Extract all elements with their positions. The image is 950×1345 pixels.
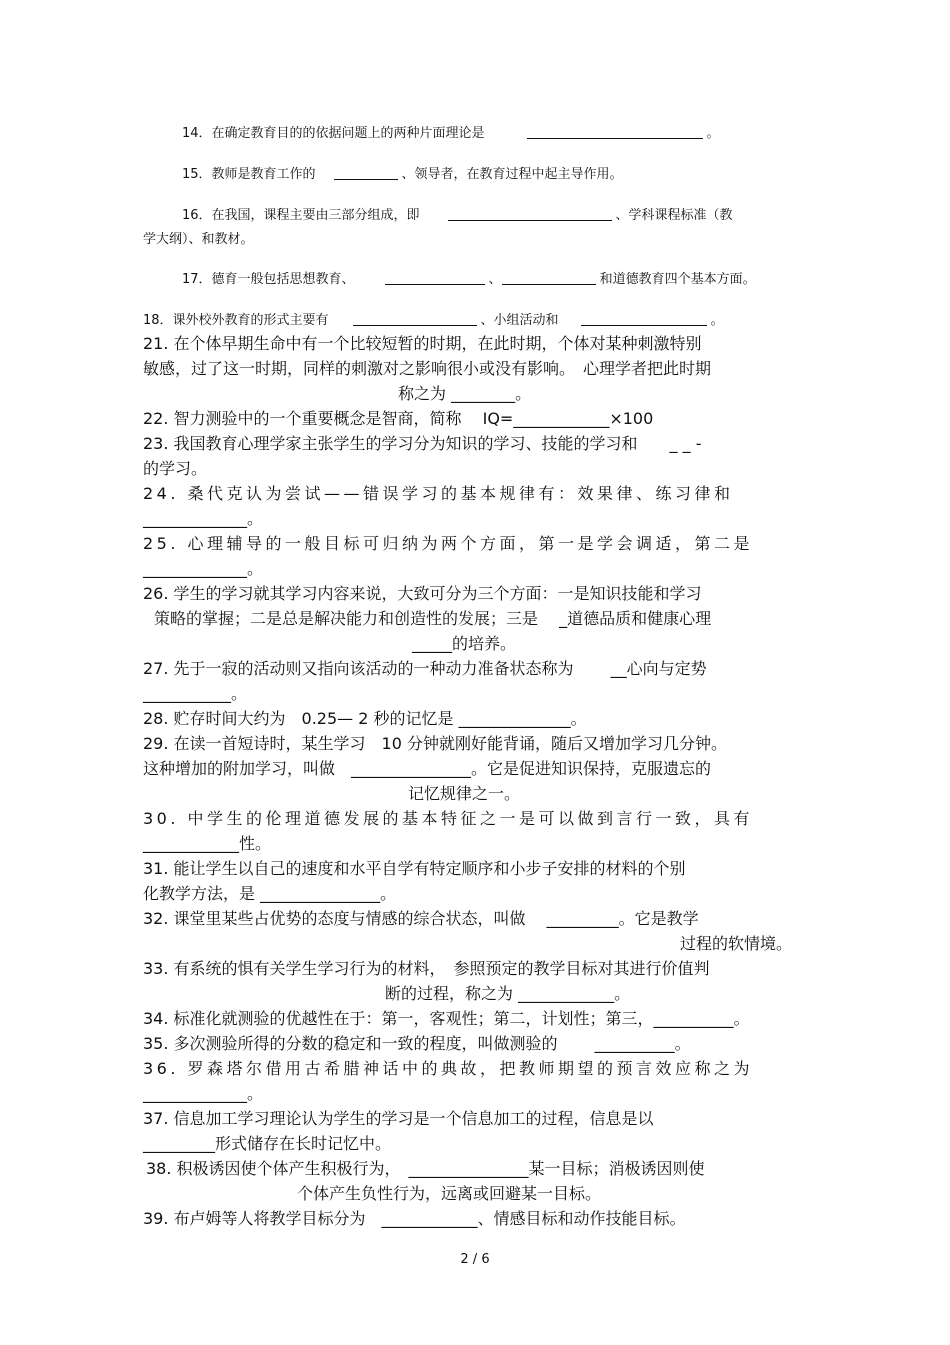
question-14: 14．在确定教育目的的依据问题上的两种片面理论是 。 bbox=[182, 126, 720, 141]
question-32-cont: 过程的软情境。 bbox=[680, 934, 793, 953]
question-27-cont: ___________。 bbox=[143, 684, 248, 703]
question-25-cont: _____________。 bbox=[143, 559, 264, 578]
page-number: 2 / 6 bbox=[460, 1252, 490, 1267]
question-21: 21. 在个体早期生命中有一个比较短暂的时期，在此时期，个体对某种刺激特别 bbox=[143, 334, 702, 353]
question-24-cont: _____________。 bbox=[143, 509, 264, 528]
question-26-cont: _____的培养。 bbox=[412, 634, 517, 653]
question-29-cont: 这种增加的附加学习，叫做 _______________。它是促进知识保持，克服遗忘的 bbox=[143, 759, 712, 778]
answer-blank bbox=[581, 324, 707, 326]
question-23: 23. 我国教育心理学家主张学生的学习分为知识的学习、技能的学习和 _ _ - bbox=[143, 434, 702, 453]
answer-blank bbox=[334, 178, 398, 180]
question-29-cont: 记忆规律之一。 bbox=[408, 784, 521, 803]
answer-blank bbox=[385, 283, 485, 285]
question-28: 28. 贮存时间大约为 0.25— 2 秒的记忆是 ______________。 bbox=[143, 709, 587, 728]
question-18: 18．课外校外教育的形式主要有 、小组活动和 。 bbox=[143, 313, 724, 328]
question-32: 32. 课堂里某些占优势的态度与情感的综合状态，叫做 _________。它是教学 bbox=[143, 909, 699, 928]
question-33-cont: 断的过程，称之为 ____________。 bbox=[385, 984, 631, 1003]
question-21-cont: 称之为 ________。 bbox=[398, 384, 532, 403]
question-23-cont: 的学习。 bbox=[143, 459, 208, 478]
question-30: 30. 中学生的伦理道德发展的基本特征之一是可以做到言行一致，具有 bbox=[143, 809, 754, 828]
question-31-cont: 化教学方法，是 _______________。 bbox=[143, 884, 397, 903]
question-24: 24. 桑代克认为尝试——错误学习的基本规律有：效果律、练习律和 bbox=[143, 484, 734, 503]
question-16-cont: 学大纲）、和教材。 bbox=[143, 232, 254, 247]
question-38: 38. 积极诱因使个体产生积极行为， _______________某一目标；消极诱因则使 bbox=[146, 1159, 705, 1178]
question-27: 27. 先于一寂的活动则又指向该活动的一种动力准备状态称为 __心向与定势 bbox=[143, 659, 707, 678]
answer-blank bbox=[527, 137, 703, 139]
question-35: 35. 多次测验所得的分数的稳定和一致的程度，叫做测验的 __________。 bbox=[143, 1034, 691, 1053]
question-38-cont: 个体产生负性行为，远离或回避某一目标。 bbox=[297, 1184, 602, 1203]
question-26: 26. 学生的学习就其学习内容来说，大致可分为三个方面：一是知识技能和学习 bbox=[143, 584, 702, 603]
question-36: 36. 罗森塔尔借用古希腊神话中的典故，把教师期望的预言效应称之为 bbox=[143, 1059, 754, 1078]
question-25: 25. 心理辅导的一般目标可归纳为两个方面，第一是学会调适，第二是 bbox=[143, 534, 754, 553]
question-30-cont: ____________性。 bbox=[143, 834, 272, 853]
answer-blank bbox=[502, 283, 596, 285]
question-31: 31. 能让学生以自己的速度和水平自学有特定顺序和小步子安排的材料的个别 bbox=[143, 859, 686, 878]
question-37-cont: _________形式储存在长时记忆中。 bbox=[143, 1134, 392, 1153]
question-17: 17．德育一般包括思想教育、 、 和道德教育四个基本方面。 bbox=[182, 272, 756, 287]
question-33: 33. 有系统的惧有关学生学习行为的材料， 参照预定的教学目标对其进行价值判 bbox=[143, 959, 710, 978]
question-22: 22. 智力测验中的一个重要概念是智商，简称 IQ=____________×100 bbox=[143, 409, 654, 428]
question-39: 39. 布卢姆等人将教学目标分为 ____________、情感目标和动作技能目标。 bbox=[143, 1209, 686, 1228]
question-29: 29. 在读一首短诗时，某生学习 10 分钟就刚好能背诵，随后又增加学习几分钟。 bbox=[143, 734, 727, 753]
question-21-cont: 敏感，过了这一时期，同样的刺激对之影响很小或没有影响。 心理学者把此时期 bbox=[143, 359, 712, 378]
answer-blank bbox=[448, 219, 612, 221]
question-36-cont: _____________。 bbox=[143, 1084, 264, 1103]
question-37: 37. 信息加工学习理论认为学生的学习是一个信息加工的过程，信息是以 bbox=[143, 1109, 654, 1128]
question-26-cont: 策略的掌握；二是总是解决能力和创造性的发展；三是 _道德品质和健康心理 bbox=[154, 609, 712, 628]
question-15: 15．教师是教育工作的 、领导者，在教育过程中起主导作用。 bbox=[182, 167, 623, 182]
question-34: 34. 标准化就测验的优越性在于：第一，客观性；第二，计划性；第三，__________。 bbox=[143, 1009, 750, 1028]
question-16: 16．在我国，课程主要由三部分组成，即 、学科课程标准（教 bbox=[182, 208, 733, 223]
answer-blank bbox=[353, 324, 477, 326]
